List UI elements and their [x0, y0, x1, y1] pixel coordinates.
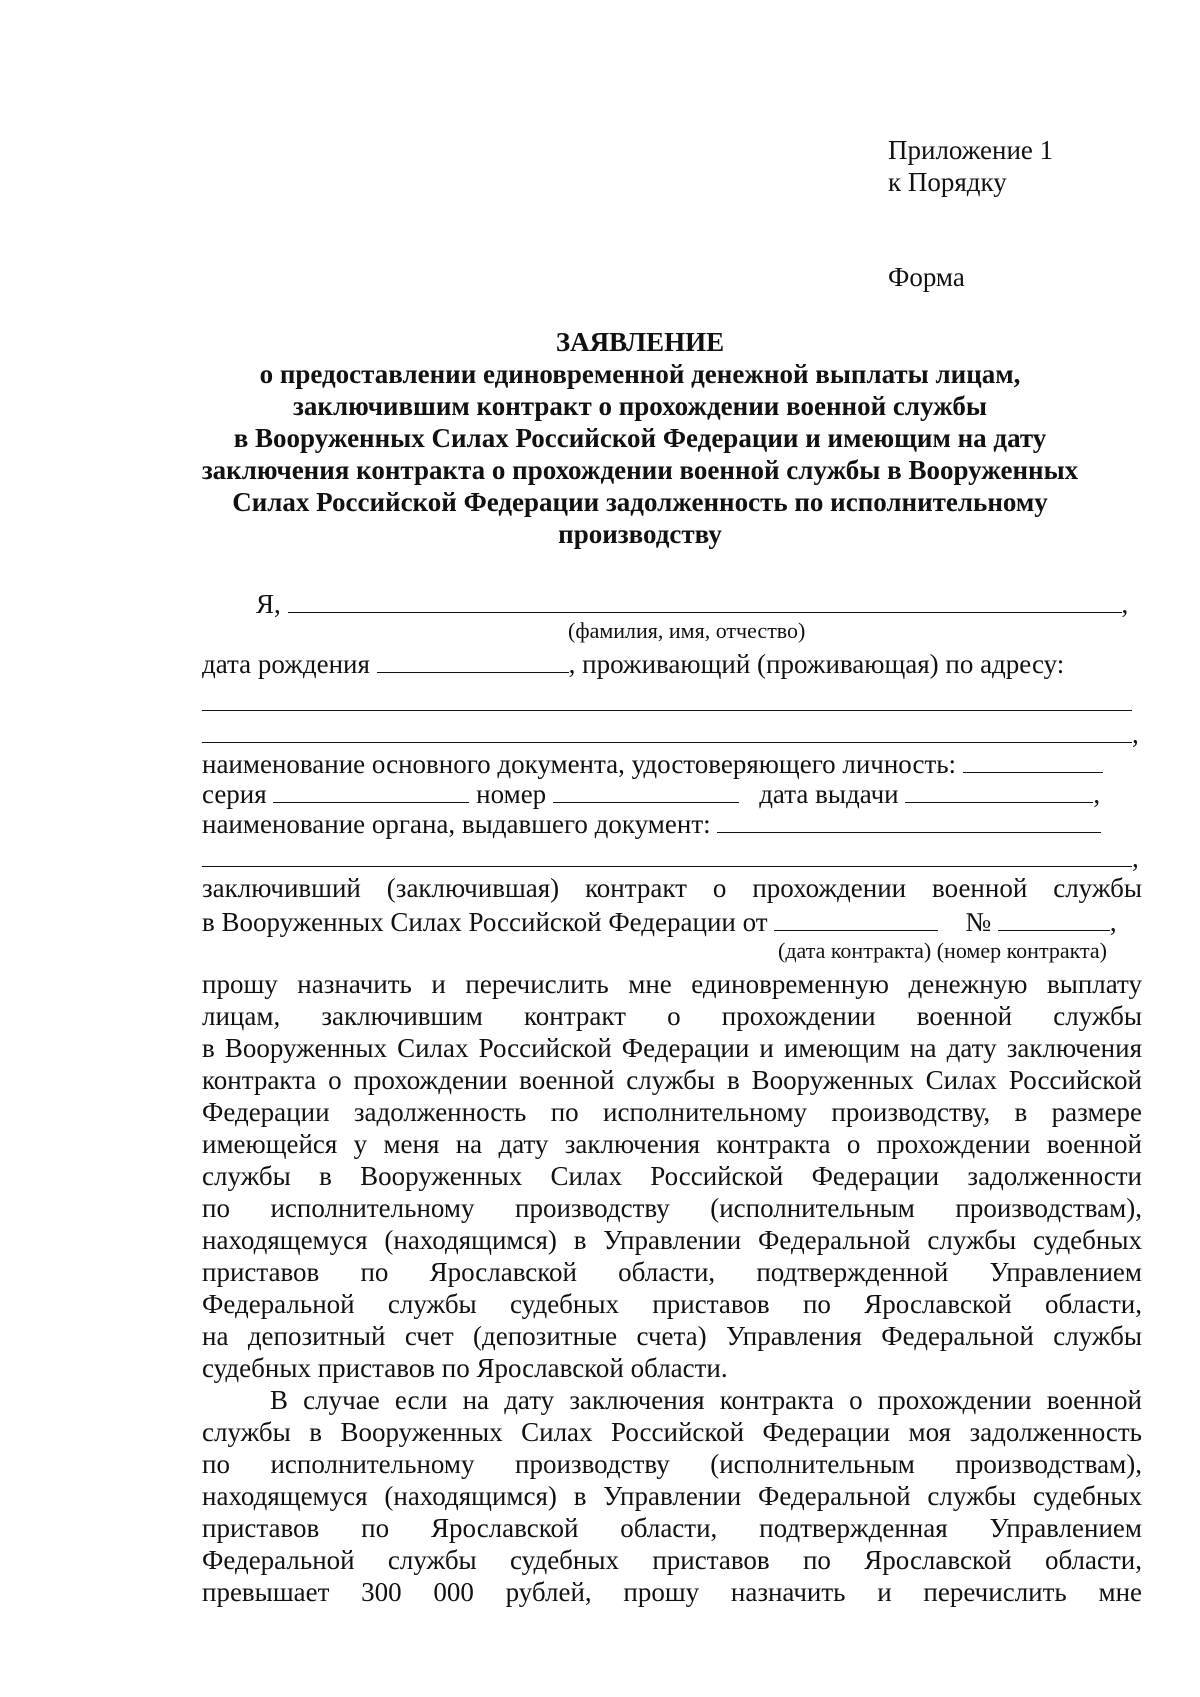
- birth-row: [202, 646, 1064, 679]
- contract-block: [202, 872, 1142, 904]
- appendix-line-1: Приложение 1: [888, 135, 1054, 165]
- number-sign: №: [965, 907, 992, 937]
- birth-date-field[interactable]: [377, 646, 569, 673]
- comma: ,: [1132, 719, 1139, 749]
- paragraph-line: приставов по Ярославской области, подтвержденная Управлением: [202, 1513, 1142, 1543]
- doc-details-row: [202, 776, 1100, 809]
- address-field-1[interactable]: [202, 684, 1132, 711]
- title-line: заключения контракта о прохождении военной службы в Вооруженных: [201, 455, 1079, 485]
- title-line: производству: [558, 519, 722, 549]
- address-label: , проживающий (проживающая) по адресу:: [568, 649, 1065, 679]
- title-heading: ЗАЯВЛЕНИЕ: [555, 327, 725, 357]
- paragraph-line: по исполнительному производству (исполнительным производствам),: [202, 1449, 1142, 1479]
- issuer-field-2[interactable]: [202, 840, 1132, 867]
- paragraph-line: судебных приставов по Ярославской области.: [202, 1353, 728, 1383]
- address-row-1: [202, 684, 1132, 717]
- contract-line-2-prefix: в Вооруженных Силах Российской Федерации от: [202, 907, 768, 937]
- contract-row-2: [202, 904, 1117, 937]
- doc-name-row: [202, 746, 1103, 779]
- issuer-label: наименование органа, выдавшего документ:: [202, 809, 711, 839]
- comma: ,: [1093, 779, 1101, 809]
- paragraph-2: [202, 1384, 1142, 1608]
- issue-date-field[interactable]: [905, 776, 1093, 803]
- paragraph-line: Федеральной службы судебных приставов по Ярославской области,: [202, 1545, 1142, 1575]
- series-field[interactable]: [273, 776, 469, 803]
- contract-number-field[interactable]: [998, 904, 1110, 931]
- appendix-line-2: к Порядку: [888, 167, 1007, 197]
- paragraph-line: службы в Вооруженных Силах Российской Федерации моя задолженность: [202, 1417, 1142, 1447]
- number-field[interactable]: [553, 776, 739, 803]
- title-line: Силах Российской Федерации задолженность по исполнительному: [232, 487, 1048, 517]
- title-line: заключившим контракт о прохождении военной службы: [293, 391, 987, 421]
- series-label: серия: [202, 779, 267, 809]
- issuer-row: [202, 806, 1101, 839]
- paragraph-line: на депозитный счет (депозитные счета) Управления Федеральной службы: [202, 1321, 1142, 1351]
- doc-name-label: наименование основного документа, удостоверяющего личность:: [202, 749, 957, 779]
- paragraph-line: Федеральной службы судебных приставов по Ярославской области,: [202, 1289, 1142, 1319]
- fio-caption: (фамилия, имя, отчество): [568, 618, 806, 643]
- paragraph-line: В случае если на дату заключения контракта о прохождении военной: [270, 1385, 1142, 1415]
- contract-caption: (дата контракта) (номер контракта): [778, 938, 1107, 963]
- comma: ,: [1109, 907, 1117, 937]
- paragraph-line: приставов по Ярославской области, подтвержденной Управлением: [202, 1257, 1142, 1287]
- comma: ,: [1121, 589, 1129, 619]
- address-field-2[interactable]: [202, 716, 1132, 743]
- paragraph-line: Федерации задолженность по исполнительному производству, в размере: [202, 1097, 1142, 1127]
- paragraph-line: в Вооруженных Силах Российской Федерации и имеющим на дату заключения: [202, 1033, 1142, 1063]
- form-label: Форма: [888, 262, 965, 292]
- title-line: о предоставлении единовременной денежной выплаты лицам,: [259, 359, 1021, 389]
- issuer-row-2: [202, 840, 1139, 873]
- title-line: в Вооруженных Силах Российской Федерации и имеющим на дату: [233, 423, 1047, 453]
- contract-line-1: заключивший (заключившая) контракт о прохождении военной службы: [202, 873, 1142, 903]
- i-label: Я,: [256, 589, 281, 619]
- contract-date-field[interactable]: [774, 904, 938, 931]
- paragraph-line: находящемуся (находящимся) в Управлении Федеральной службы судебных: [202, 1481, 1142, 1511]
- paragraph-line: по исполнительному производству (исполнительным производствам),: [202, 1193, 1142, 1223]
- comma: ,: [1132, 843, 1139, 873]
- paragraph-line: службы в Вооруженных Силах Российской Федерации задолженности: [202, 1161, 1142, 1191]
- fio-field[interactable]: [288, 586, 1122, 613]
- paragraph-line: имеющейся у меня на дату заключения контракта о прохождении военной: [202, 1129, 1142, 1159]
- document-title: [150, 326, 1130, 550]
- paragraph-line: превышает 300 000 рублей, прошу назначить и перечислить мне: [202, 1577, 1142, 1607]
- appendix-note: [888, 134, 1053, 198]
- birth-label: дата рождения: [202, 649, 370, 679]
- fio-row: [256, 586, 1128, 619]
- issue-date-label: дата выдачи: [759, 779, 899, 809]
- paragraph-line: прошу назначить и перечислить мне единовременную денежную выплату: [202, 969, 1142, 999]
- paragraph-line: контракта о прохождении военной службы в Вооруженных Силах Российской: [202, 1065, 1142, 1095]
- number-label: номер: [476, 779, 547, 809]
- address-row-2: [202, 716, 1139, 749]
- issuer-field-1[interactable]: [717, 806, 1101, 833]
- paragraph-1: [202, 968, 1142, 1384]
- paragraph-line: находящемуся (находящимся) в Управлении Федеральной службы судебных: [202, 1225, 1142, 1255]
- paragraph-line: лицам, заключившим контракт о прохождении военной службы: [202, 1001, 1142, 1031]
- doc-name-field[interactable]: [963, 746, 1103, 773]
